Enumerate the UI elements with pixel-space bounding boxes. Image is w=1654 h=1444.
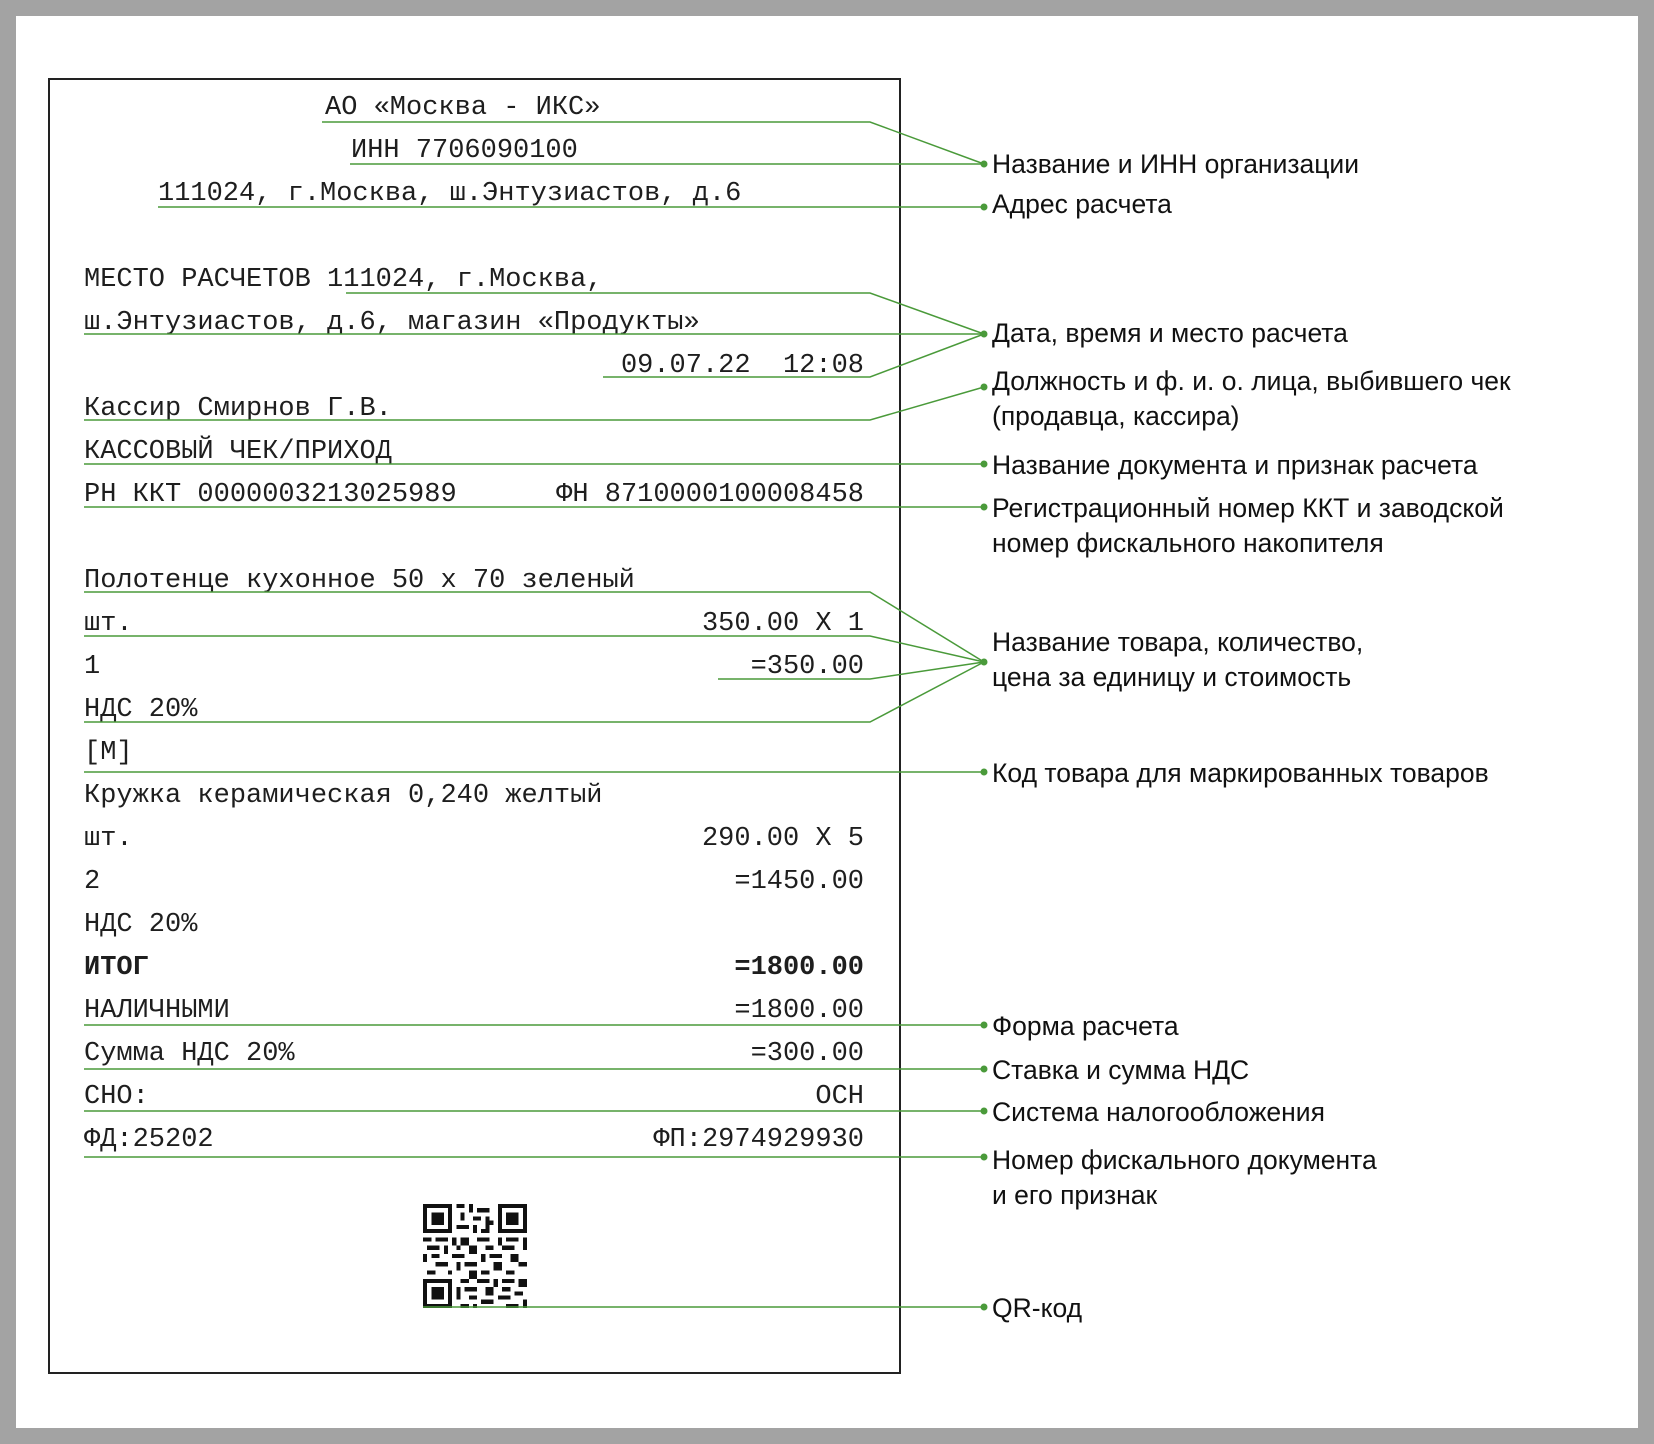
item-2-unit: шт. (84, 824, 133, 854)
vat-sum-value: =300.00 (750, 1039, 864, 1069)
rn-kkt: РН ККТ 0000003213025989 (84, 480, 457, 510)
annotation-fiscal-line-2: и его признак (992, 1180, 1158, 1210)
fd-number: ФД:25202 (84, 1125, 214, 1155)
annotation-qr: QR-код (992, 1293, 1083, 1323)
annotation-org: Название и ИНН организации (992, 149, 1360, 179)
item-2-price-qty: 290.00 Х 5 (701, 824, 864, 854)
payment-value: =1800.00 (734, 996, 864, 1026)
item-1-name: Полотенце кухонное 50 х 70 зеленый (84, 566, 635, 596)
fp-number: ФП:2974929930 (653, 1125, 864, 1155)
leader-dot (981, 204, 988, 211)
annotation-cashier-line-1: Должность и ф. и. о. лица, выбившего чек (992, 366, 1511, 396)
datetime: 09.07.22 12:08 (620, 351, 864, 381)
leader-dot (981, 1022, 988, 1029)
leader-dot (981, 1066, 988, 1073)
item-1-unit: шт. (84, 609, 133, 639)
org-address: 111024, г.Москва, ш.Энтузиастов, д.6 (158, 179, 742, 209)
annotation-reg-line-2: номер фискального накопителя (992, 528, 1384, 558)
leader-dot (981, 769, 988, 776)
leader-dot (981, 461, 988, 468)
annotation-cashier-line-2: (продавца, кассира) (992, 401, 1240, 431)
annotation-doc-type: Название документа и признак расчета (992, 450, 1478, 480)
annotation-reg-line-1: Регистрационный номер ККТ и заводской (992, 493, 1504, 523)
annotation-address: Адрес расчета (992, 189, 1172, 219)
item-1-price-qty: 350.00 Х 1 (701, 609, 864, 639)
annotation-tax-system: Система налогообложения (992, 1097, 1325, 1127)
tax-system-value: ОСН (815, 1082, 864, 1112)
item-2-index: 2 (84, 867, 101, 897)
leader-item-unit (84, 636, 984, 662)
leader-dot (981, 659, 988, 666)
annotation-goods-line-2: цена за единицу и стоимость (992, 662, 1352, 692)
tax-system-label: СНО: (84, 1082, 149, 1112)
annotation-vat-rate: Ставка и сумма НДС (992, 1055, 1250, 1085)
leader-dot (981, 161, 988, 168)
leader-place-1 (346, 293, 984, 334)
annotation-datetime-place: Дата, время и место расчета (992, 318, 1348, 348)
item-1-index: 1 (84, 652, 101, 682)
leader-item-name (84, 592, 984, 662)
total-label: ИТОГ (84, 953, 149, 983)
total-value: =1800.00 (734, 953, 864, 983)
org-inn: ИНН 7706090100 (351, 136, 578, 166)
payment-label: НАЛИЧНЫМИ (84, 996, 230, 1026)
leader-org-name (322, 122, 984, 164)
annotation-fiscal-line-1: Номер фискального документа (992, 1145, 1377, 1175)
leader-dot (981, 504, 988, 511)
vat-sum-label: Сумма НДС 20% (84, 1039, 295, 1069)
item-2-vat: НДС 20% (84, 910, 198, 940)
leader-datetime (603, 334, 984, 377)
place-line-2: ш.Энтузиастов, д.6, магазин «Продукты» (84, 308, 700, 338)
leader-dot (981, 384, 988, 391)
leader-item-vat (84, 662, 984, 722)
item-1-mark: [M] (84, 738, 133, 768)
item-2-name: Кружка керамическая 0,240 желтый (84, 781, 603, 811)
leader-dot (981, 1108, 988, 1115)
leader-dot (981, 331, 988, 338)
leader-cashier (84, 387, 984, 420)
cashier: Кассир Смирнов Г.В. (84, 394, 392, 424)
leader-dot (981, 1154, 988, 1161)
org-name: АО «Москва - ИКС» (325, 93, 601, 123)
place-line-1: МЕСТО РАСЧЕТОВ 111024, г.Москва, (84, 265, 603, 295)
item-2-total: =1450.00 (734, 867, 864, 897)
leader-dot (981, 1304, 988, 1311)
fn-number: ФН 8710000100008458 (556, 480, 864, 510)
item-1-total: =350.00 (750, 652, 864, 682)
item-1-vat: НДС 20% (84, 695, 198, 725)
annotation-mark-code: Код товара для маркированных товаров (992, 758, 1489, 788)
doc-type: КАССОВЫЙ ЧЕК/ПРИХОД (84, 437, 392, 467)
leader-item-total (718, 662, 984, 679)
annotation-goods-line-1: Название товара, количество, (992, 627, 1364, 657)
annotation-payment-form: Форма расчета (992, 1011, 1179, 1041)
